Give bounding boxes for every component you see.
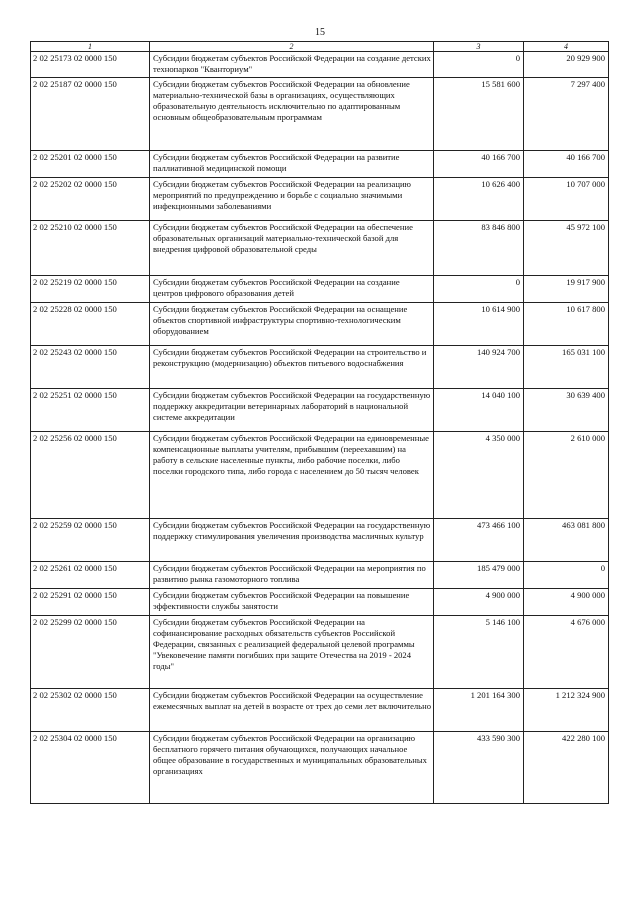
code-cell: 2 02 25259 02 0000 150 — [31, 519, 150, 562]
description-cell: Субсидии бюджетам субъектов Российской Федерации на софинансирование расходных обязательств субъектов Российской Федерации, связанных с реализацией федеральной целевой программы "Увековечение памяти погибших при защите Отечества на 2019 - 2024 годы" — [150, 616, 434, 689]
description-cell: Субсидии бюджетам субъектов Российской Федерации на обеспечение образовательных организаций материально-технической базой для внедрения цифровой образовательной среды — [150, 221, 434, 276]
code-cell: 2 02 25201 02 0000 150 — [31, 151, 150, 178]
value-2021-cell: 1 212 324 900 — [524, 689, 609, 732]
value-2020-cell: 4 350 000 — [434, 432, 524, 519]
code-cell: 2 02 25251 02 0000 150 — [31, 389, 150, 432]
table-row — [31, 78, 609, 151]
description-cell: Субсидии бюджетам субъектов Российской Федерации на создание детских технопарков "Кванториум" — [150, 52, 434, 78]
code-cell: 2 02 25228 02 0000 150 — [31, 303, 150, 346]
table-row — [31, 276, 609, 303]
budget-table — [30, 41, 609, 804]
value-2021-cell: 7 297 400 — [524, 78, 609, 151]
table-row — [31, 52, 609, 78]
description-cell: Субсидии бюджетам субъектов Российской Федерации на реализацию мероприятий по предупреждению и борьбе с социально значимыми инфекционными заболеваниями — [150, 178, 434, 221]
value-2020-cell: 1 201 164 300 — [434, 689, 524, 732]
table-row — [31, 689, 609, 732]
value-2020-cell: 473 466 100 — [434, 519, 524, 562]
table-row — [31, 562, 609, 589]
code-cell: 2 02 25291 02 0000 150 — [31, 589, 150, 616]
code-cell: 2 02 25261 02 0000 150 — [31, 562, 150, 589]
code-cell: 2 02 25302 02 0000 150 — [31, 689, 150, 732]
code-cell: 2 02 25202 02 0000 150 — [31, 178, 150, 221]
value-2021-cell: 0 — [524, 562, 609, 589]
column-header-3: 3 — [434, 42, 524, 52]
value-2020-cell: 140 924 700 — [434, 346, 524, 389]
description-cell: Субсидии бюджетам субъектов Российской Федерации на строительство и реконструкцию (модернизацию) объектов питьевого водоснабжения — [150, 346, 434, 389]
code-cell: 2 02 25219 02 0000 150 — [31, 276, 150, 303]
value-2021-cell: 165 031 100 — [524, 346, 609, 389]
value-2020-cell: 83 846 800 — [434, 221, 524, 276]
table-row — [31, 221, 609, 276]
value-2021-cell: 4 676 000 — [524, 616, 609, 689]
table-row — [31, 178, 609, 221]
value-2020-cell: 5 146 100 — [434, 616, 524, 689]
value-2021-cell: 19 917 900 — [524, 276, 609, 303]
description-cell: Субсидии бюджетам субъектов Российской Федерации на осуществление ежемесячных выплат на детей в возрасте от трех до семи лет включительно — [150, 689, 434, 732]
value-2021-cell: 10 617 800 — [524, 303, 609, 346]
budget-table-body — [31, 42, 609, 804]
value-2021-cell: 45 972 100 — [524, 221, 609, 276]
description-cell: Субсидии бюджетам субъектов Российской Федерации на повышение эффективности службы занятости — [150, 589, 434, 616]
column-header-4: 4 — [524, 42, 609, 52]
value-2021-cell: 422 280 100 — [524, 732, 609, 804]
table-row — [31, 346, 609, 389]
description-cell: Субсидии бюджетам субъектов Российской Федерации на оснащение объектов спортивной инфраструктуры спортивно-технологическим оборудованием — [150, 303, 434, 346]
value-2020-cell: 40 166 700 — [434, 151, 524, 178]
description-cell: Субсидии бюджетам субъектов Российской Федерации на развитие паллиативной медицинской помощи — [150, 151, 434, 178]
value-2021-cell: 4 900 000 — [524, 589, 609, 616]
value-2021-cell: 20 929 900 — [524, 52, 609, 78]
column-header-1: 1 — [31, 42, 150, 52]
code-cell: 2 02 25173 02 0000 150 — [31, 52, 150, 78]
value-2021-cell: 2 610 000 — [524, 432, 609, 519]
table-row — [31, 151, 609, 178]
table-row — [31, 303, 609, 346]
description-cell: Субсидии бюджетам субъектов Российской Федерации на государственную поддержку аккредитации ветеринарных лабораторий в национальной системе аккредитации — [150, 389, 434, 432]
value-2021-cell: 30 639 400 — [524, 389, 609, 432]
value-2020-cell: 0 — [434, 276, 524, 303]
table-row — [31, 519, 609, 562]
description-cell: Субсидии бюджетам субъектов Российской Федерации на создание центров цифрового образования детей — [150, 276, 434, 303]
column-number-row — [31, 42, 609, 52]
code-cell: 2 02 25304 02 0000 150 — [31, 732, 150, 804]
value-2020-cell: 4 900 000 — [434, 589, 524, 616]
value-2020-cell: 10 626 400 — [434, 178, 524, 221]
description-cell: Субсидии бюджетам субъектов Российской Федерации на государственную поддержку стимулирования увеличения производства масличных культур — [150, 519, 434, 562]
value-2020-cell: 433 590 300 — [434, 732, 524, 804]
code-cell: 2 02 25299 02 0000 150 — [31, 616, 150, 689]
value-2020-cell: 14 040 100 — [434, 389, 524, 432]
table-row — [31, 589, 609, 616]
value-2021-cell: 10 707 000 — [524, 178, 609, 221]
description-cell: Субсидии бюджетам субъектов Российской Федерации на организацию бесплатного горячего питания обучающихся, получающих начальное общее образование в государственных и муниципальных образовательных организациях — [150, 732, 434, 804]
value-2020-cell: 10 614 900 — [434, 303, 524, 346]
description-cell: Субсидии бюджетам субъектов Российской Федерации на мероприятия по развитию рынка газомоторного топлива — [150, 562, 434, 589]
value-2020-cell: 15 581 600 — [434, 78, 524, 151]
code-cell: 2 02 25210 02 0000 150 — [31, 221, 150, 276]
table-row — [31, 732, 609, 804]
code-cell: 2 02 25243 02 0000 150 — [31, 346, 150, 389]
description-cell: Субсидии бюджетам субъектов Российской Федерации на обновление материально-технической базы в организациях, осуществляющих образовательную деятельность исключительно по адаптированным основным общеобразовательным программам — [150, 78, 434, 151]
table-row — [31, 616, 609, 689]
value-2020-cell: 185 479 000 — [434, 562, 524, 589]
code-cell: 2 02 25256 02 0000 150 — [31, 432, 150, 519]
value-2021-cell: 463 081 800 — [524, 519, 609, 562]
table-row — [31, 432, 609, 519]
column-header-2: 2 — [150, 42, 434, 52]
description-cell: Субсидии бюджетам субъектов Российской Федерации на единовременные компенсационные выплаты учителям, прибывшим (переехавшим) на работу в сельские населенные пункты, либо рабочие поселки, либо поселки городского типа, либо города с населением до 50 тысяч человек — [150, 432, 434, 519]
code-cell: 2 02 25187 02 0000 150 — [31, 78, 150, 151]
page-number: 15 — [315, 27, 325, 38]
value-2020-cell: 0 — [434, 52, 524, 78]
value-2021-cell: 40 166 700 — [524, 151, 609, 178]
table-row — [31, 389, 609, 432]
